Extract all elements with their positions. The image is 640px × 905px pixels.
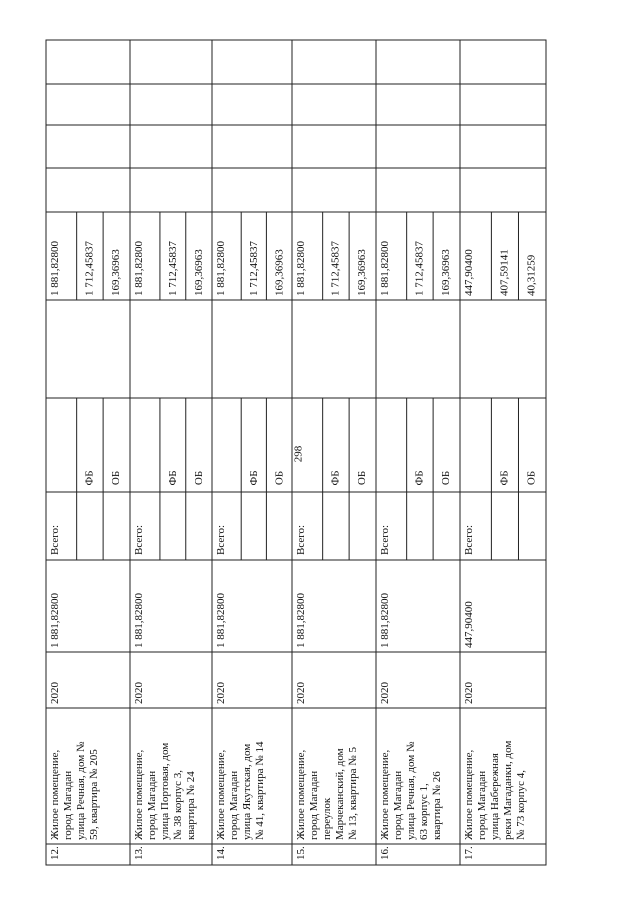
- address-line: улица Речная, дом №: [405, 741, 417, 840]
- funding-label: ОБ: [356, 470, 369, 486]
- row-number: 16.: [379, 846, 391, 860]
- funding-label: ФБ: [498, 470, 511, 486]
- address-line: № 41, квартира № 14: [254, 741, 266, 840]
- address-line: улица Речная, дом №: [75, 741, 87, 840]
- year-cell: 2020: [215, 682, 227, 704]
- funding-label: ОБ: [192, 470, 205, 486]
- funding-value: 447,90400: [463, 249, 475, 296]
- amount-cell: 1 881,82800: [379, 593, 391, 648]
- address-line: Жилое помещение,: [379, 749, 391, 840]
- funding-label: ФБ: [413, 470, 426, 486]
- funding-label: ОБ: [525, 470, 538, 486]
- address-line: улица Набережная: [489, 753, 501, 840]
- year-cell: 2020: [133, 682, 145, 704]
- funding-label: ФБ: [83, 470, 96, 486]
- row-number: 14.: [215, 846, 227, 860]
- amount-cell: 447,90400: [463, 601, 475, 648]
- funding-value: 1 881,82800: [49, 241, 61, 296]
- funding-value: 169,36963: [356, 249, 369, 296]
- address-line: № 73 корпус 4,: [515, 769, 527, 840]
- funding-value: 1 712,45837: [83, 241, 96, 296]
- address-line: Марчеканский, дом: [334, 748, 346, 840]
- address-line: квартира № 24: [185, 771, 197, 840]
- funding-value: 1 712,45837: [248, 241, 261, 296]
- funding-value: 169,36963: [440, 249, 453, 296]
- funding-label: ФБ: [166, 470, 179, 486]
- row-number: 13.: [133, 846, 145, 860]
- address-line: улица Портовая, дом: [159, 742, 171, 840]
- funding-value: 1 712,45837: [329, 241, 342, 296]
- funding-value: 169,36963: [110, 249, 123, 296]
- funding-label: Всего:: [133, 524, 145, 555]
- funding-value: 1 881,82800: [295, 241, 307, 296]
- funding-value: 40,31259: [525, 254, 538, 296]
- address-line: город Магадан: [476, 770, 488, 840]
- funding-value: 1 881,82800: [379, 241, 391, 296]
- amount-cell: 1 881,82800: [215, 593, 227, 648]
- page-number: 298: [292, 445, 305, 463]
- row-number: 15.: [295, 846, 307, 860]
- address-line: Жилое помещение,: [133, 749, 145, 840]
- funding-label: ФБ: [329, 470, 342, 486]
- amount-cell: 1 881,82800: [49, 593, 61, 648]
- funding-value: 1 712,45837: [166, 241, 179, 296]
- funding-value: 169,36963: [273, 249, 286, 296]
- funding-label: Всего:: [379, 524, 391, 555]
- address-line: переулок: [321, 797, 333, 840]
- table-border: [46, 40, 546, 865]
- amount-cell: 1 881,82800: [295, 593, 307, 648]
- funding-value: 1 712,45837: [413, 241, 426, 296]
- funding-label: ОБ: [440, 470, 453, 486]
- address-line: город Магадан: [228, 770, 240, 840]
- address-line: Жилое помещение,: [295, 749, 307, 840]
- address-line: улица Якутская, дом: [241, 743, 253, 840]
- address-line: Жилое помещение,: [463, 749, 475, 840]
- address-line: город Магадан: [62, 770, 74, 840]
- address-line: Жилое помещение,: [49, 749, 61, 840]
- address-line: город Магадан: [392, 770, 404, 840]
- year-cell: 2020: [295, 682, 307, 704]
- year-cell: 2020: [463, 682, 475, 704]
- address-line: город Магадан: [146, 770, 158, 840]
- funding-label: ОБ: [273, 470, 286, 486]
- address-line: 63 корпус 1,: [418, 783, 430, 840]
- year-cell: 2020: [49, 682, 61, 704]
- funding-value: 407,59141: [498, 249, 511, 296]
- address-line: город Магадан: [308, 770, 320, 840]
- funding-label: Всего:: [215, 524, 227, 555]
- funding-label: Всего:: [295, 524, 307, 555]
- address-line: 59, квартира № 205: [88, 749, 100, 840]
- address-line: № 38 корпус 3,: [172, 769, 184, 840]
- address-line: реки Магаданки, дом: [502, 740, 514, 840]
- address-line: № 13, квартира № 5: [347, 747, 359, 840]
- funding-label: ФБ: [248, 470, 261, 486]
- funding-value: 1 881,82800: [133, 241, 145, 296]
- amount-cell: 1 881,82800: [133, 593, 145, 648]
- row-number: 17.: [463, 846, 475, 860]
- address-line: квартира № 26: [431, 771, 443, 840]
- address-line: Жилое помещение,: [215, 749, 227, 840]
- row-number: 12.: [49, 846, 61, 860]
- funding-label: Всего:: [463, 524, 475, 555]
- year-cell: 2020: [379, 682, 391, 704]
- funding-value: 169,36963: [192, 249, 205, 296]
- funding-label: ОБ: [110, 470, 123, 486]
- funding-label: Всего:: [49, 524, 61, 555]
- funding-value: 1 881,82800: [215, 241, 227, 296]
